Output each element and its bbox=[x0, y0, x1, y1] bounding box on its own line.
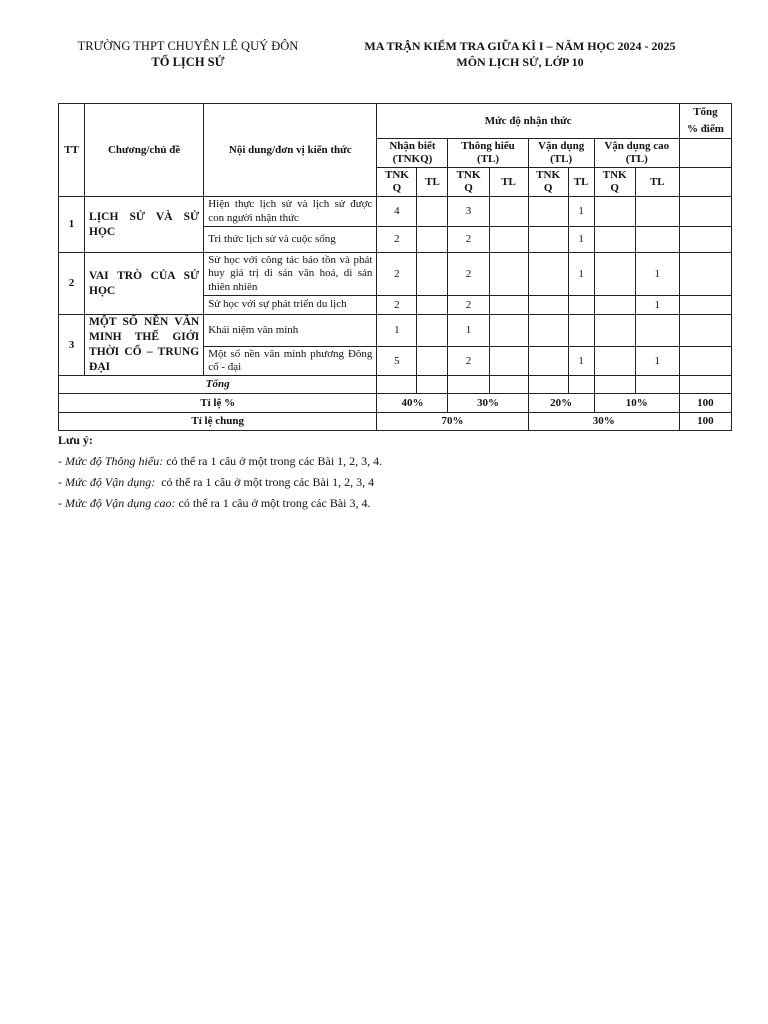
header-content: Nội dung/đơn vị kiến thức bbox=[204, 104, 377, 197]
sum-row bbox=[59, 376, 732, 394]
count-cell bbox=[679, 315, 731, 347]
sum-cell bbox=[594, 376, 635, 394]
header-tt: TT bbox=[59, 104, 85, 197]
count-cell bbox=[489, 227, 528, 253]
count-cell bbox=[489, 253, 528, 296]
level-type: (TL) bbox=[625, 153, 648, 165]
sub-tnkq-line2: Q bbox=[464, 182, 473, 194]
total-header-blank bbox=[679, 139, 731, 168]
common-ratio-value: 70% bbox=[377, 413, 528, 431]
count-cell bbox=[417, 197, 448, 227]
count-cell: 1 bbox=[635, 296, 679, 315]
ratio-value: 20% bbox=[528, 394, 594, 413]
header-total bbox=[679, 104, 731, 139]
level-name: Nhận biết bbox=[389, 140, 436, 152]
level-header-3 bbox=[528, 139, 594, 168]
count-cell bbox=[528, 296, 568, 315]
header-left bbox=[40, 38, 336, 70]
content-unit: Tri thức lịch sử và cuộc sống bbox=[204, 227, 377, 253]
count-cell: 2 bbox=[448, 296, 489, 315]
note-item: - Mức độ Vận dụng cao: có thể ra 1 câu ở một trong các Bài 3, 4. bbox=[58, 496, 371, 510]
count-cell: 4 bbox=[377, 197, 417, 227]
level-name: Thông hiểu bbox=[461, 140, 515, 152]
common-ratio-row bbox=[59, 413, 732, 431]
count-cell bbox=[528, 227, 568, 253]
count-cell bbox=[528, 347, 568, 376]
count-cell: 1 bbox=[448, 315, 489, 347]
count-cell bbox=[417, 347, 448, 376]
count-cell bbox=[489, 347, 528, 376]
count-cell bbox=[635, 315, 679, 347]
note-label: Mức độ Vận dụng cao: bbox=[65, 496, 176, 510]
count-cell bbox=[489, 296, 528, 315]
count-cell bbox=[417, 315, 448, 347]
count-cell: 1 bbox=[635, 253, 679, 296]
count-cell bbox=[594, 315, 635, 347]
count-cell: 1 bbox=[568, 227, 594, 253]
count-cell bbox=[417, 296, 448, 315]
sum-cell bbox=[489, 376, 528, 394]
school-name: TRƯỜNG THPT CHUYÊN LÊ QUÝ ĐÔN bbox=[77, 39, 299, 53]
count-cell: 2 bbox=[377, 253, 417, 296]
level-name: Vận dụng bbox=[538, 140, 585, 152]
matrix-table bbox=[58, 103, 732, 431]
count-cell: 5 bbox=[377, 347, 417, 376]
count-cell: 2 bbox=[448, 347, 489, 376]
department-name: TỔ LỊCH SỬ bbox=[151, 55, 225, 69]
count-cell: 3 bbox=[448, 197, 489, 227]
count-cell: 2 bbox=[377, 227, 417, 253]
count-cell bbox=[489, 197, 528, 227]
content-unit: Sử học với công tác bảo tồn và phát huy giá trị di sản văn hoá, di sản thiên nhiên bbox=[204, 253, 377, 296]
table-row bbox=[59, 197, 732, 227]
ratio-row bbox=[59, 394, 732, 413]
level-header-2 bbox=[448, 139, 528, 168]
sum-cell bbox=[417, 376, 448, 394]
sub-tnkq-line1: TNK bbox=[456, 169, 481, 181]
sub-header-tnkq bbox=[594, 168, 635, 197]
count-cell bbox=[489, 315, 528, 347]
chapter-number: 3 bbox=[59, 315, 85, 376]
count-cell bbox=[594, 227, 635, 253]
level-type: (TNKQ) bbox=[392, 153, 433, 165]
common-ratio-value: 30% bbox=[528, 413, 679, 431]
note-text: có thể ra 1 câu ở một trong các Bài 1, 2, 3, 4. bbox=[163, 454, 383, 468]
sum-cell bbox=[679, 376, 731, 394]
ratio-value: 30% bbox=[448, 394, 528, 413]
ratio-value: 10% bbox=[594, 394, 679, 413]
chapter-name: VAI TRÒ CỦA SỬ HỌC bbox=[85, 253, 204, 315]
count-cell bbox=[528, 315, 568, 347]
header-chapter: Chương/chủ đề bbox=[85, 104, 204, 197]
notes bbox=[58, 430, 382, 514]
level-type: (TL) bbox=[550, 153, 573, 165]
content-unit: Hiện thực lịch sử và lịch sử được con người nhận thức bbox=[204, 197, 377, 227]
count-cell bbox=[528, 197, 568, 227]
count-cell bbox=[417, 227, 448, 253]
chapter-name: MỘT SỐ NỀN VĂN MINH THẾ GIỚI THỜI CỔ – TRUNG ĐẠI bbox=[85, 315, 204, 376]
document-title: MA TRẬN KIỂM TRA GIỮA KÌ I – NĂM HỌC 2024 - 2025 bbox=[364, 39, 676, 53]
chapter-name: LỊCH SỬ VÀ SỬ HỌC bbox=[85, 197, 204, 253]
note-item: - Mức độ Vận dụng: có thể ra 1 câu ở một trong các Bài 1, 2, 3, 4 bbox=[58, 475, 375, 489]
notes-title: Lưu ý: bbox=[58, 433, 93, 447]
sum-cell bbox=[635, 376, 679, 394]
sum-cell bbox=[377, 376, 417, 394]
content-unit: Khái niệm văn minh bbox=[204, 315, 377, 347]
sub-header-total-blank bbox=[679, 168, 731, 197]
sub-header-tl: TL bbox=[635, 168, 679, 197]
count-cell bbox=[594, 197, 635, 227]
level-name: Vận dụng cao bbox=[604, 140, 670, 152]
header-level: Mức độ nhận thức bbox=[377, 104, 679, 139]
sub-tnkq-line1: TNK bbox=[385, 169, 409, 181]
sub-tnkq-line2: Q bbox=[610, 182, 619, 194]
count-cell bbox=[594, 347, 635, 376]
chapter-number: 2 bbox=[59, 253, 85, 315]
header-total-line1: Tổng bbox=[693, 106, 718, 118]
ratio-label: Tỉ lệ % bbox=[59, 394, 377, 413]
count-cell bbox=[679, 197, 731, 227]
count-cell: 2 bbox=[448, 227, 489, 253]
count-cell: 1 bbox=[635, 347, 679, 376]
count-cell bbox=[635, 197, 679, 227]
count-cell bbox=[417, 253, 448, 296]
sub-tnkq-line1: TNK bbox=[602, 169, 627, 181]
count-cell bbox=[679, 347, 731, 376]
count-cell bbox=[679, 296, 731, 315]
sub-tnkq-line1: TNK bbox=[536, 169, 561, 181]
count-cell: 2 bbox=[377, 296, 417, 315]
table-row bbox=[59, 315, 732, 347]
count-cell bbox=[568, 296, 594, 315]
table-row bbox=[59, 253, 732, 296]
sub-header-tl: TL bbox=[489, 168, 528, 197]
sub-tnkq-line2: Q bbox=[392, 182, 402, 194]
ratio-value: 40% bbox=[377, 394, 448, 413]
chapter-number: 1 bbox=[59, 197, 85, 253]
header-right bbox=[340, 38, 700, 70]
count-cell bbox=[594, 296, 635, 315]
common-ratio-value: 100 bbox=[679, 413, 731, 431]
count-cell bbox=[635, 227, 679, 253]
count-cell bbox=[568, 315, 594, 347]
count-cell: 1 bbox=[568, 253, 594, 296]
sub-header-tnkq bbox=[448, 168, 489, 197]
count-cell bbox=[594, 253, 635, 296]
document-subject: MÔN LỊCH SỬ, LỚP 10 bbox=[456, 55, 584, 69]
count-cell: 2 bbox=[448, 253, 489, 296]
count-cell bbox=[679, 227, 731, 253]
sum-cell bbox=[568, 376, 594, 394]
sub-header-tl: TL bbox=[417, 168, 448, 197]
content-unit: Một số nền văn minh phương Đông cổ - đại bbox=[204, 347, 377, 376]
sub-header-tl: TL bbox=[568, 168, 594, 197]
content-unit: Sử học với sự phát triển du lịch bbox=[204, 296, 377, 315]
level-header-4 bbox=[594, 139, 679, 168]
count-cell: 1 bbox=[568, 197, 594, 227]
sum-cell bbox=[448, 376, 489, 394]
level-type: (TL) bbox=[477, 153, 500, 165]
note-label: Mức độ Vận dụng: bbox=[65, 475, 156, 489]
count-cell: 1 bbox=[568, 347, 594, 376]
count-cell bbox=[679, 253, 731, 296]
notes-list bbox=[58, 451, 382, 514]
count-cell bbox=[528, 253, 568, 296]
level-header-1 bbox=[377, 139, 448, 168]
sum-cell bbox=[528, 376, 568, 394]
note-item: - Mức độ Thông hiểu: có thể ra 1 câu ở một trong các Bài 1, 2, 3, 4. bbox=[58, 454, 383, 468]
count-cell: 1 bbox=[377, 315, 417, 347]
ratio-value: 100 bbox=[679, 394, 731, 413]
sub-header-tnkq bbox=[528, 168, 568, 197]
sum-label: Tổng bbox=[59, 376, 377, 394]
note-text: có thể ra 1 câu ở một trong các Bài 1, 2, 3, 4 bbox=[155, 475, 375, 489]
sub-header-tnkq bbox=[377, 168, 417, 197]
header-total-line2: % điểm bbox=[686, 123, 724, 135]
note-text: có thể ra 1 câu ở một trong các Bài 3, 4. bbox=[175, 496, 371, 510]
common-ratio-label: Tỉ lệ chung bbox=[59, 413, 377, 431]
note-label: Mức độ Thông hiểu: bbox=[65, 454, 164, 468]
sub-tnkq-line2: Q bbox=[543, 182, 553, 194]
